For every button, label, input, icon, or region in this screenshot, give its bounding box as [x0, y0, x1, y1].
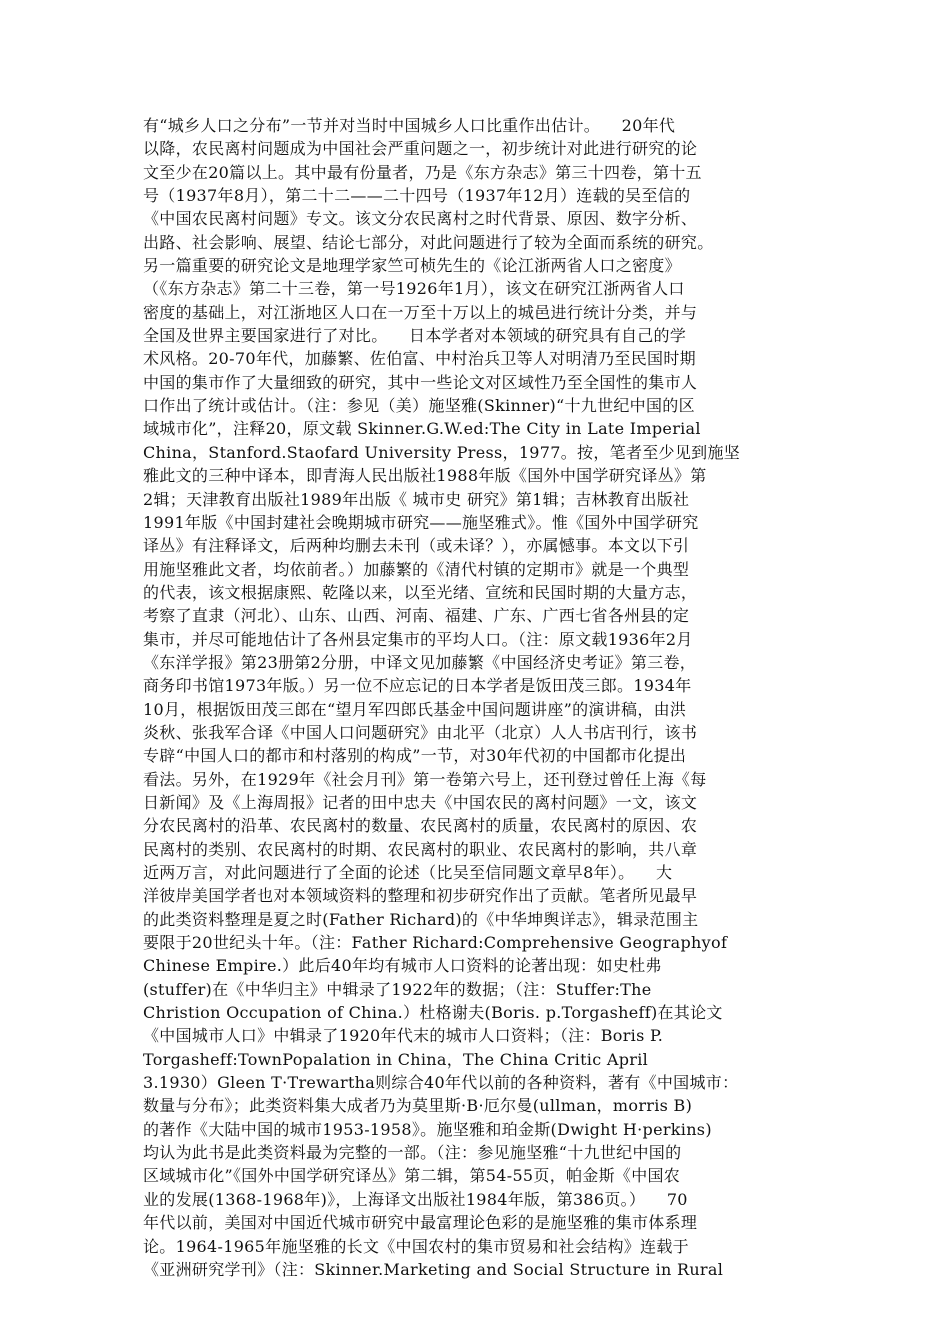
text-line: 的著作《大陆中国的城市1953-1958》。施坚雅和珀金斯(Dwight H·perkins) — [143, 1119, 712, 1139]
text-line: 集市，并尽可能地估计了各州县定集市的平均人口。（注：原文载1936年2月 — [143, 629, 693, 649]
text-line: 雅此文的三种中译本，即青海人民出版社1988年版《国外中国学研究译丛》第 — [143, 466, 707, 486]
text-line: 文至少在20篇以上。其中最有份量者，乃是《东方杂志》第三十四卷，第十五 — [143, 162, 702, 182]
text-line: 《东洋学报》第23册第2分册，中译文见加藤繁《中国经济史考证》第三卷， — [143, 652, 697, 672]
text-line: 10月，根据饭田茂三郎在“望月军四郎氏基金中国问题讲座”的演讲稿，由洪 — [143, 699, 687, 719]
text-line: 中国的集市作了大量细致的研究，其中一些论文对区域性乃至全国性的集市人 — [143, 372, 698, 392]
text-line: 《中国农民离村问题》专文。该文分农民离村之时代背景、原因、数字分析、 — [143, 209, 698, 229]
text-line: Christion Occupation of China.）杜格谢夫(Boris. p.Torgasheff)在其论文 — [143, 1003, 723, 1023]
text-line: 近两万言，对此问题进行了全面的论述（比吴至信同题文章早8年）。 大 — [143, 863, 673, 882]
text-line: 的代表，该文根据康熙、乾隆以来，以至光绪、宣统和民国时期的大量方志， — [143, 582, 698, 602]
text-line: 有“城乡人口之分布”一节并对当时中国城乡人口比重作出估计。 20年代 — [143, 116, 676, 135]
text-line: Torgasheff:TownPopalation in China，The China Critic April — [143, 1049, 649, 1069]
text-line: 的此类资料整理是夏之时(Father Richard)的《中华坤舆详志》，辑录范围主 — [143, 909, 699, 929]
text-line: 口作出了统计或估计。（注：参见（美）施坚雅(Skinner)“十九世纪中国的区 — [143, 396, 695, 416]
text-line: 区域城市化”《国外中国学研究译丛》第二辑，第54-55页，帕金斯《中国农 — [143, 1166, 681, 1186]
text-line: 出路、社会影响、展望、结论七部分，对此问题进行了较为全面而系统的研究。 — [143, 232, 714, 252]
text-line: 另一篇重要的研究论文是地理学家竺可桢先生的《论江浙两省人口之密度》 — [143, 256, 681, 276]
text-line: 年代以前，美国对中国近代城市研究中最富理论色彩的是施坚雅的集市体系理 — [143, 1213, 698, 1233]
text-line: China，Stanford.Staofard University Press，1977。按，笔者至少见到施坚 — [143, 442, 741, 462]
text-line: 分农民离村的沿革、农民离村的数量、农民离村的质量，农民离村的原因、农 — [143, 816, 698, 836]
text-line: 日新闻》及《上海周报》记者的田中忠夫《中国农民的离村问题》一文，该文 — [143, 792, 698, 812]
text-line: 用施坚雅此文者，均依前者。）加藤繁的《清代村镇的定期市》就是一个典型 — [143, 559, 690, 579]
text-line: 考察了直隶（河北）、山东、山西、河南、福建、广东、广西七省各州县的定 — [143, 606, 690, 626]
text-line: 民离村的类别、农民离村的时期、农民离村的职业、农民离村的影响，共八章 — [143, 839, 698, 859]
text-line: 《亚洲研究学刊》（注：Skinner.Marketing and Social Structure in Rural — [143, 1259, 724, 1279]
text-line: 号（1937年8月），第二十二——二十四号（1937年12月）连载的吴至信的 — [143, 186, 691, 206]
text-line: 洋彼岸美国学者也对本领域资料的整理和初步研究作出了贡献。笔者所见最早 — [143, 886, 698, 906]
text-line: 业的发展(1368-1968年)》，上海译文出版社1984年版，第386页。） 70 — [143, 1189, 688, 1209]
text-line: (stuffer)在《中华归主》中辑录了1922年的数据；（注：Stuffer:The — [143, 979, 652, 999]
text-line: 均认为此书是此类资料最为完整的一部。（注：参见施坚雅“十九世纪中国的 — [143, 1143, 682, 1163]
text-line: 炎秋、张我军合译《中国人口问题研究》由北平（北京）人人书店刊行，该书 — [143, 722, 698, 742]
text-line: 密度的基础上，对江浙地区人口在一万至十万以上的城邑进行统计分类，并与 — [143, 302, 698, 322]
text-line: 《中国城市人口》中辑录了1920年代末的城市人口资料；（注：Boris P. — [143, 1026, 664, 1046]
text-line: 专辟“中国人口的都市和村落别的构成”一节，对30年代初的中国都市化提出 — [143, 746, 687, 766]
text-line: 域城市化”，注释20，原文载 Skinner.G.W.ed:The City in Late Imperial — [143, 419, 701, 439]
document-body — [143, 114, 807, 1281]
text-line: 1991年版《中国封建社会晚期城市研究——施坚雅式》。惟《国外中国学研究 — [143, 512, 699, 532]
text-line: 2辑；天津教育出版社1989年出版《 城市史 研究》第1辑；吉林教育出版社 — [143, 489, 690, 509]
text-line: 要限于20世纪头十年。（注：Father Richard:Comprehensive Geographyof — [143, 933, 728, 953]
text-line: 数量与分布》；此类资料集大成者乃为莫里斯·B·厄尔曼(ullman，morris B) — [143, 1096, 693, 1116]
text-line: 3.1930）Gleen T·Trewartha则综合40年代以前的各种资料，著有《中国城市： — [143, 1073, 739, 1093]
text-line: Chinese Empire.）此后40年均有城市人口资料的论著出现：如史杜弗 — [143, 956, 662, 976]
text-line: 术风格。20-70年代，加藤繁、佐伯富、中村治兵卫等人对明清乃至民国时期 — [143, 349, 696, 369]
text-line: 以降，农民离村问题成为中国社会严重问题之一，初步统计对此进行研究的论 — [143, 139, 698, 159]
text-line: 论。1964-1965年施坚雅的长文《中国农村的集市贸易和社会结构》连载于 — [143, 1236, 689, 1256]
text-line: 全国及世界主要国家进行了对比。 日本学者对本领域的研究具有自己的学 — [143, 326, 687, 346]
text-line: 译丛》有注释译文，后两种均删去未刊（或未译？），亦属憾事。本文以下引 — [143, 536, 690, 556]
text-line: 商务印书馆1973年版。）另一位不应忘记的日本学者是饭田茂三郎。1934年 — [143, 676, 692, 696]
text-line: 看法。另外，在1929年《社会月刊》第一卷第六号上，还刊登过曾任上海《每 — [143, 769, 707, 789]
text-line: （《东方杂志》第二十三卷，第一号1926年1月），该文在研究江浙两省人口 — [143, 279, 685, 299]
